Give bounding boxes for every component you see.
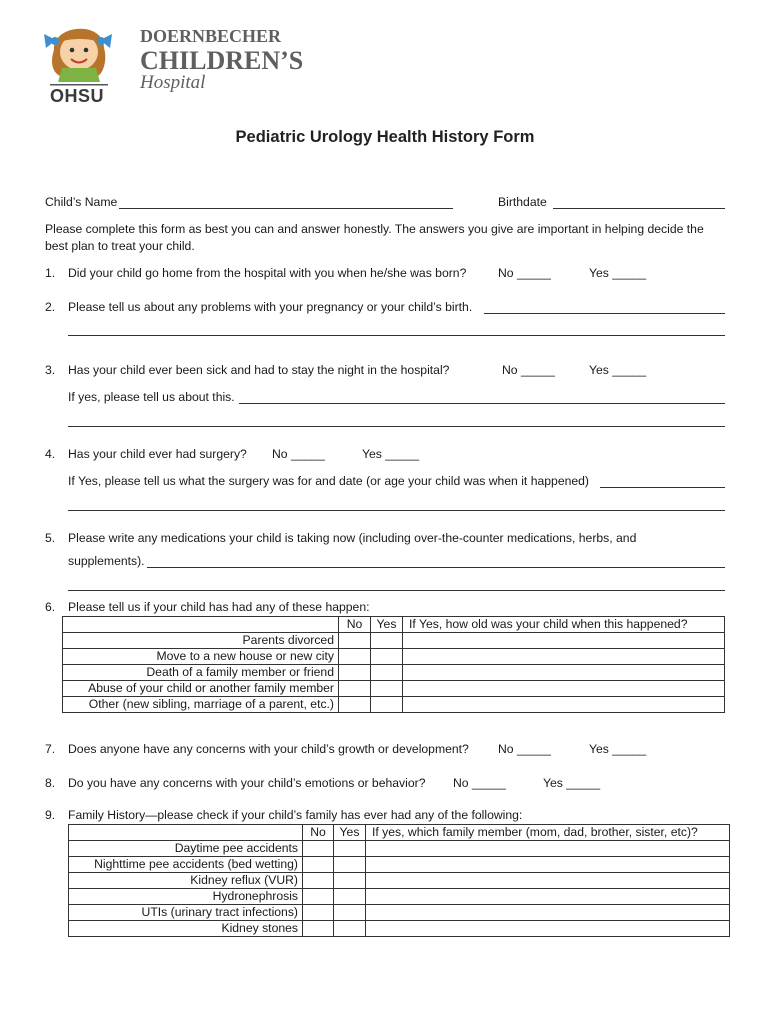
q1-no-field[interactable]: No _____ — [498, 266, 551, 280]
q9-text: Family History—please check if your child’s family has ever had any of the following: — [68, 808, 523, 822]
q4-no-field[interactable]: No _____ — [272, 447, 325, 461]
q4-followup: If Yes, please tell us what the surgery was for and date (or age your child was when it happened) — [68, 474, 589, 488]
logo-line1: DOERNBECHER — [140, 26, 282, 46]
logo-line3: Hospital — [140, 72, 206, 93]
q7-no-field[interactable]: No _____ — [498, 742, 551, 756]
no-column-header: No — [303, 825, 334, 841]
no-checkbox[interactable] — [303, 873, 334, 889]
no-checkbox[interactable] — [303, 841, 334, 857]
no-checkbox[interactable] — [339, 681, 371, 697]
no-checkbox[interactable] — [339, 649, 371, 665]
row-label: Other (new sibling, marriage of a parent, etc.) — [63, 697, 339, 713]
q2-text: Please tell us about any problems with your pregnancy or your child’s birth. — [68, 300, 473, 314]
table-row — [69, 841, 730, 857]
hospital-logo — [42, 12, 322, 106]
yes-column-header: Yes — [371, 617, 403, 633]
q4-yes-field[interactable]: Yes _____ — [362, 447, 420, 461]
age-field[interactable] — [403, 697, 725, 713]
q8-text: Do you have any concerns with your child’s emotions or behavior? — [68, 776, 426, 790]
yes-checkbox[interactable] — [334, 889, 366, 905]
row-label: Parents divorced — [63, 633, 339, 649]
yes-checkbox[interactable] — [334, 921, 366, 937]
table-row — [63, 649, 725, 665]
no-column-header: No — [339, 617, 371, 633]
q5-text: Please write any medications your child is taking now (including over-the-counter medications, herbs, and — [68, 531, 637, 545]
q7-yes-field[interactable]: Yes _____ — [589, 742, 647, 756]
q1-number: 1. — [45, 266, 56, 280]
row-label: Daytime pee accidents — [69, 841, 303, 857]
row-label: Kidney reflux (VUR) — [69, 873, 303, 889]
q3-answer-line-2[interactable] — [68, 426, 725, 427]
yes-checkbox[interactable] — [371, 697, 403, 713]
q2-answer-line[interactable] — [484, 313, 725, 314]
q3-no-field[interactable]: No _____ — [502, 363, 555, 377]
table-row — [69, 921, 730, 937]
q5-answer-line[interactable] — [147, 567, 725, 568]
yes-checkbox[interactable] — [334, 857, 366, 873]
row-label: UTIs (urinary tract infections) — [69, 905, 303, 921]
row-label: Abuse of your child or another family member — [63, 681, 339, 697]
q4-text: Has your child ever had surgery? — [68, 447, 247, 461]
age-field[interactable] — [403, 681, 725, 697]
q3-followup: If yes, please tell us about this. — [68, 390, 235, 404]
yes-checkbox[interactable] — [334, 841, 366, 857]
table-row — [63, 697, 725, 713]
q8-number: 8. — [45, 776, 56, 790]
age-column-header: If Yes, how old was your child when this happened? — [403, 617, 725, 633]
no-checkbox[interactable] — [303, 857, 334, 873]
yes-checkbox[interactable] — [334, 873, 366, 889]
table-row — [63, 665, 725, 681]
q4-answer-line[interactable] — [600, 487, 725, 488]
table-corner-cell — [63, 617, 339, 633]
age-field[interactable] — [403, 633, 725, 649]
q8-yes-field[interactable]: Yes _____ — [543, 776, 601, 790]
q5-number: 5. — [45, 531, 56, 545]
row-label: Death of a family member or friend — [63, 665, 339, 681]
age-field[interactable] — [403, 665, 725, 681]
intro-text-line2: best plan to treat your child. — [45, 239, 195, 253]
q6-text: Please tell us if your child has had any of these happen: — [68, 600, 370, 614]
q3-yes-field[interactable]: Yes _____ — [589, 363, 647, 377]
table-row — [69, 889, 730, 905]
age-field[interactable] — [403, 649, 725, 665]
q6-number: 6. — [45, 600, 56, 614]
q3-answer-line[interactable] — [239, 403, 725, 404]
q3-text: Has your child ever been sick and had to stay the night in the hospital? — [68, 363, 450, 377]
table-corner-cell — [69, 825, 303, 841]
q2-number: 2. — [45, 300, 56, 314]
yes-checkbox[interactable] — [371, 649, 403, 665]
birthdate-label: Birthdate — [498, 195, 547, 209]
table-row — [69, 857, 730, 873]
q7-text: Does anyone have any concerns with your child’s growth or development? — [68, 742, 469, 756]
table-header-row — [63, 617, 725, 633]
q6-events-table — [62, 616, 725, 713]
no-checkbox[interactable] — [339, 665, 371, 681]
intro-text-line1: Please complete this form as best you can and answer honestly. The answers you give are important in helping decide the — [45, 222, 704, 236]
q1-yes-field[interactable]: Yes _____ — [589, 266, 647, 280]
table-row — [63, 633, 725, 649]
no-checkbox[interactable] — [303, 889, 334, 905]
q9-number: 9. — [45, 808, 56, 822]
child-name-label: Child’s Name — [45, 195, 118, 209]
no-checkbox[interactable] — [303, 921, 334, 937]
q5-text-2: supplements). — [68, 554, 145, 568]
yes-column-header: Yes — [334, 825, 366, 841]
yes-checkbox[interactable] — [371, 681, 403, 697]
family-member-field[interactable] — [366, 905, 730, 921]
yes-checkbox[interactable] — [334, 905, 366, 921]
table-row — [69, 873, 730, 889]
q4-answer-line-2[interactable] — [68, 510, 725, 511]
q8-no-field[interactable]: No _____ — [453, 776, 506, 790]
row-label: Hydronephrosis — [69, 889, 303, 905]
row-label: Kidney stones — [69, 921, 303, 937]
table-row — [63, 681, 725, 697]
q7-number: 7. — [45, 742, 56, 756]
child-name-field[interactable] — [119, 208, 453, 209]
yes-checkbox[interactable] — [371, 633, 403, 649]
q1-text: Did your child go home from the hospital with you when he/she was born? — [68, 266, 467, 280]
row-label: Move to a new house or new city — [63, 649, 339, 665]
ohsu-badge: OHSU — [50, 86, 105, 106]
family-member-field[interactable] — [366, 889, 730, 905]
table-header-row — [69, 825, 730, 841]
table-row — [69, 905, 730, 921]
q9-family-history-table — [68, 824, 730, 937]
yes-checkbox[interactable] — [371, 665, 403, 681]
family-member-field[interactable] — [366, 841, 730, 857]
family-member-column-header: If yes, which family member (mom, dad, brother, sister, etc)? — [366, 825, 730, 841]
no-checkbox[interactable] — [339, 697, 371, 713]
no-checkbox[interactable] — [303, 905, 334, 921]
family-member-field[interactable] — [366, 857, 730, 873]
q4-number: 4. — [45, 447, 56, 461]
q2-answer-line-2[interactable] — [68, 335, 725, 336]
page-title: Pediatric Urology Health History Form — [235, 128, 535, 146]
q5-answer-line-2[interactable] — [68, 590, 725, 591]
family-member-field[interactable] — [366, 921, 730, 937]
logo-line2: CHILDREN’S — [140, 46, 304, 75]
no-checkbox[interactable] — [339, 633, 371, 649]
family-member-field[interactable] — [366, 873, 730, 889]
row-label: Nighttime pee accidents (bed wetting) — [69, 857, 303, 873]
birthdate-field[interactable] — [553, 208, 725, 209]
q3-number: 3. — [45, 363, 56, 377]
